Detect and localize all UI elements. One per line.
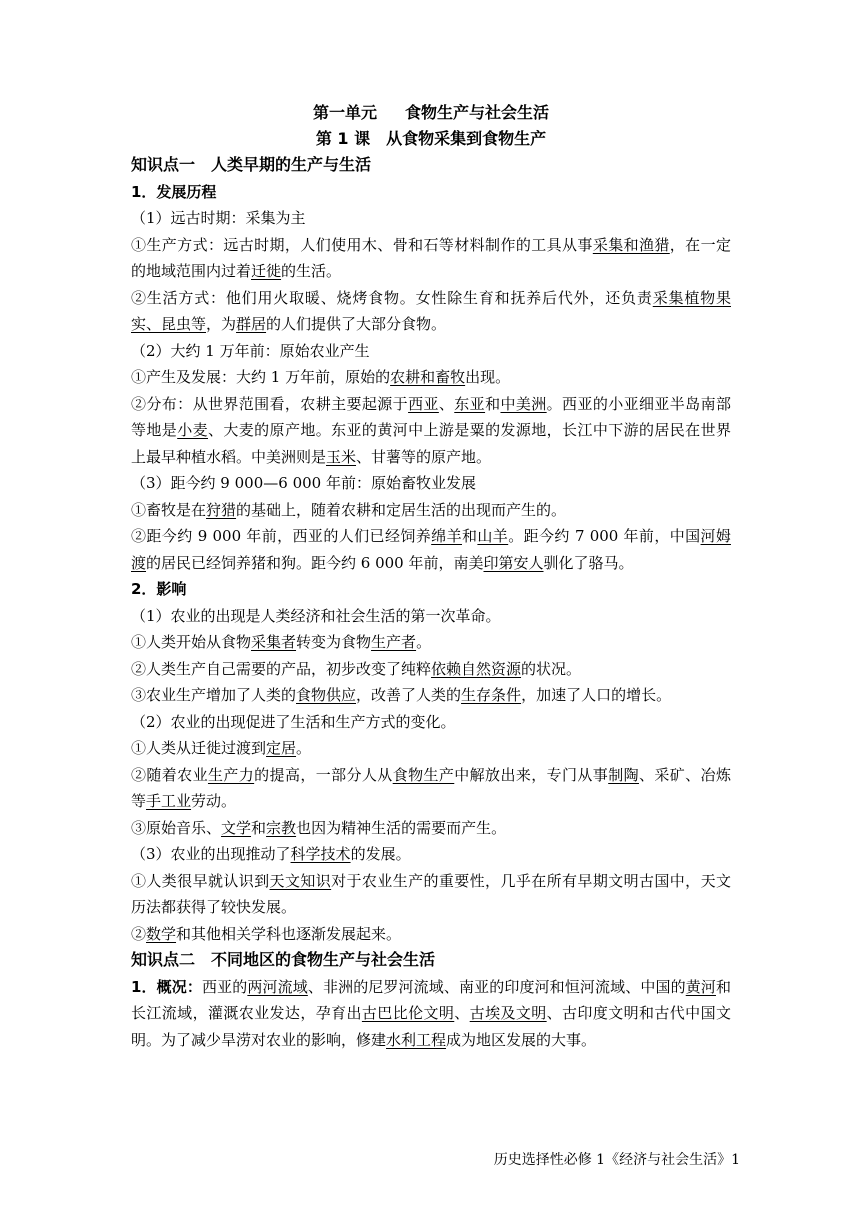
subsection-science [131, 841, 731, 868]
text: 、 [454, 1004, 470, 1022]
text: 的生活。 [281, 262, 342, 280]
keyword: 黄河 [685, 977, 716, 996]
text: 的状况。 [521, 659, 582, 678]
keyword: 依赖自然资源 [431, 659, 522, 678]
text: 、古印度文明和古代中国文明。为了减少旱涝对农业的影响，修建 [131, 1004, 731, 1049]
page-footer: 历史选择性必修 1《经济与社会生活》1 [493, 1152, 740, 1168]
text: 的发展。 [350, 845, 411, 863]
paragraph-impact-2 [131, 656, 731, 683]
keyword: 天文知识 [269, 871, 332, 890]
unit-title [131, 100, 731, 126]
paragraph-overview [131, 974, 731, 1054]
subsection-lifestyle: （2）农业的出现促进了生活和生产方式的变化。 [131, 712, 456, 731]
keyword: 科学技术 [290, 845, 351, 863]
text: ②人类生产自己需要的产品，初步改变了纯粹 [131, 659, 432, 678]
text: ②随着农业 [131, 765, 208, 784]
paragraph-impact-1 [131, 629, 731, 656]
text: ②距今约 9 000 年前，西亚的人们已经饲养 [131, 527, 432, 545]
keyword: 狩猎 [206, 500, 237, 519]
paragraph-impact-3 [131, 682, 731, 709]
text: ②生活方式：他们用火取暖、烧烤食物。女性除生育和抚养后代外，还负责 [131, 288, 653, 307]
paragraph-astronomy [131, 868, 731, 921]
text: 、 [438, 394, 455, 413]
text: 也因为精神生活的需要而产生。 [296, 818, 507, 837]
text: ①畜牧是在 [131, 500, 207, 519]
paragraph-origin [131, 364, 731, 391]
keyword: 玉米 [326, 447, 357, 466]
keyword: 东亚 [454, 394, 486, 413]
paragraph-herding-origin [131, 497, 731, 524]
text: ，在一定的地域范围内过着 [131, 235, 731, 280]
text: 对于农业生产的重要性，几乎在所有早期文明古国中，天文历法都获得了较快发展。 [131, 871, 731, 916]
text: 、非洲的尼罗河流域、南亚的印度河和恒河流域、中国的 [307, 977, 686, 996]
text: 驯化了骆马。 [543, 553, 634, 572]
knowledge-point-2-heading [131, 947, 731, 974]
overview-label: 1．概况： [131, 977, 203, 996]
keyword: 印第安人 [483, 553, 544, 572]
subsection-herding: （3）距今约 9 000—6 000 年前：原始畜牧业发展 [131, 474, 476, 492]
text: ①生产方式：远古时期，人们使用木、骨和石等材料制作的工具从事 [131, 235, 593, 254]
keyword: 食物生产 [392, 765, 455, 784]
paragraph-production [131, 232, 731, 285]
unit-number: 第一单元 [312, 103, 377, 122]
keyword: 生产力 [207, 765, 255, 784]
keyword: 生存条件 [461, 686, 522, 704]
keyword: 定居 [266, 739, 297, 757]
lesson-title [131, 126, 731, 152]
keyword: 食物供应 [296, 686, 357, 704]
text: 和长江流域，灌溉农业发达，孕育出 [131, 977, 731, 1022]
text: （3）农业的出现推动了 [131, 845, 291, 863]
text: 西亚的 [202, 977, 248, 996]
keyword: 河姆渡 [131, 527, 731, 572]
text: 、采矿、冶炼等 [131, 765, 731, 810]
keyword: 中美洲 [500, 394, 547, 413]
paragraph-herding-history [131, 523, 731, 576]
keyword: 采集者 [251, 633, 297, 651]
text: ③农业生产增加了人类的 [131, 686, 297, 704]
paragraph-life [131, 285, 731, 338]
keyword: 山羊 [477, 527, 509, 545]
subsection-revolution: （1）农业的出现是人类经济和社会生活的第一次革命。 [131, 606, 501, 625]
text: 、大麦的原产地。东亚的黄河中上游是粟的发源地，长江中下游的居民在世界上最早种植水稻。中美洲则是 [131, 421, 731, 466]
keyword: 采集和渔猎 [592, 235, 670, 254]
keyword: 农耕和畜牧 [390, 368, 466, 386]
text: 和 [251, 818, 267, 837]
keyword: 文学 [221, 818, 252, 837]
text: 的基础上，随着农耕和定居生活的出现而产生的。 [236, 500, 567, 519]
kp-title: 不同地区的食物生产与社会生活 [211, 950, 436, 969]
section-influence: 2．影响 [131, 580, 187, 598]
text: 劳动。 [191, 792, 237, 810]
text: 。西亚的小亚细亚半岛南部等地是 [131, 394, 731, 439]
knowledge-point-1-heading [131, 152, 731, 179]
text: 转变为食物 [296, 633, 372, 651]
paragraph-settle [131, 735, 731, 762]
keyword: 数学 [146, 924, 177, 943]
keyword: 群居 [236, 315, 267, 333]
keyword: 采集植物果实、昆虫等 [131, 288, 731, 333]
text: ①人类很早就认识到 [131, 871, 270, 890]
text: 、甘薯等的原产地。 [356, 447, 492, 466]
paragraph-distribution [131, 391, 731, 471]
lesson-name: 从食物采集到食物生产 [386, 129, 547, 148]
keyword: 古巴比伦文明 [361, 1004, 455, 1022]
keyword: 制陶 [608, 765, 639, 784]
keyword: 迁徙 [251, 262, 282, 280]
paragraph-math [131, 921, 731, 948]
keyword: 水利工程 [386, 1030, 447, 1049]
keyword: 绵羊 [431, 527, 462, 545]
keyword: 古埃及文明 [469, 1004, 547, 1022]
text: 的人们提供了大部分食物。 [266, 315, 447, 333]
keyword: 手工业 [146, 792, 192, 810]
text: 。 [296, 739, 312, 757]
kp-title: 人类早期的生产与生活 [211, 155, 372, 174]
text: ，为 [206, 315, 237, 333]
text: ，加速了人口的增长。 [521, 686, 672, 704]
keyword: 两河流域 [247, 977, 308, 996]
keyword: 生产者 [371, 633, 417, 651]
text: ①产生及发展：大约 1 万年前，原始的 [131, 368, 391, 386]
document-body [131, 100, 731, 1053]
text: ，改善了人类的 [356, 686, 462, 704]
text: ② [131, 924, 147, 943]
text: 的提高，一部分人从 [254, 765, 393, 784]
text: 。距今约 7 000 年前，中国 [508, 527, 701, 545]
text: 和其他相关学科也逐渐发展起来。 [176, 924, 402, 943]
section-development: 1．发展历程 [131, 182, 217, 201]
keyword: 宗教 [266, 818, 297, 837]
kp-label: 知识点二 [131, 950, 196, 969]
lesson-number: 第 1 课 [315, 129, 371, 148]
text: ③原始音乐、 [131, 818, 222, 837]
text: 。 [416, 633, 432, 651]
paragraph-handicraft [131, 762, 731, 815]
keyword: 西亚 [408, 394, 439, 413]
text: ①人类开始从食物 [131, 633, 252, 651]
kp-label: 知识点一 [131, 155, 196, 174]
text: 成为地区发展的大事。 [446, 1030, 597, 1049]
subsection-ancient: （1）远古时期：采集为主 [131, 209, 306, 227]
subsection-agriculture: （2）大约 1 万年前：原始农业产生 [131, 341, 370, 360]
text: 和 [461, 527, 478, 545]
text: ①人类从迁徙过渡到 [131, 739, 267, 757]
keyword: 小麦 [177, 421, 208, 439]
text: 和 [485, 394, 501, 413]
paragraph-culture [131, 815, 731, 842]
text: 出现。 [465, 368, 511, 386]
text: ②分布：从世界范围看，农耕主要起源于 [131, 394, 409, 413]
text: 的居民已经饲养猪和狗。距今约 6 000 年前，南美 [146, 553, 484, 572]
unit-name: 食物生产与社会生活 [405, 103, 550, 122]
text: 中解放出来，专门从事 [454, 765, 609, 784]
